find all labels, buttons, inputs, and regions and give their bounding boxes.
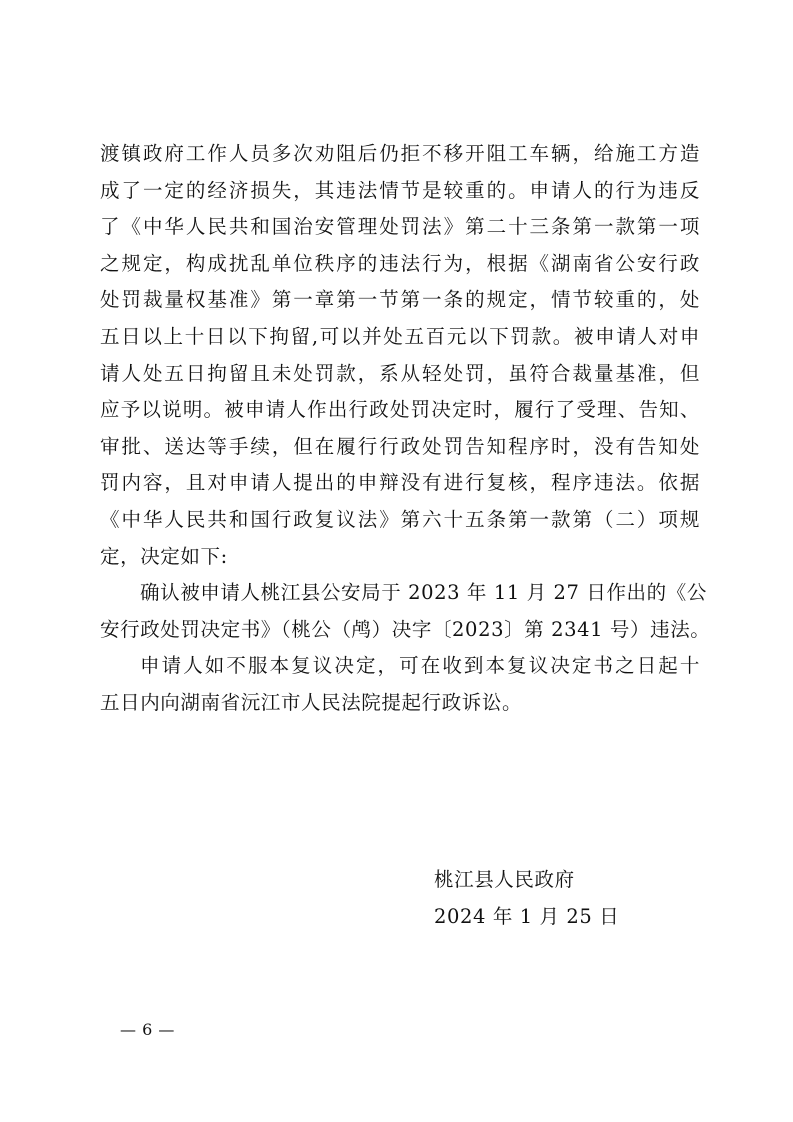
body-line: 罚内容，且对申请人提出的申辩没有进行复核，程序违法。依据	[100, 471, 700, 495]
issue-date: 2024 年 1 月 25 日	[434, 904, 620, 928]
page-number: — 6 —	[120, 1020, 175, 1039]
body-line: 《中华人民共和国行政复议法》第六十五条第一款第（二）项规	[100, 507, 700, 531]
document-body	[100, 136, 711, 722]
issuing-organization: 桃江县人民政府	[434, 868, 575, 891]
body-line: 安行政处罚决定书》（桃公（鸬）决字〔2023〕第 2341 号）违法。	[100, 617, 711, 641]
body-line: 处罚裁量权基准》第一章第一节第一条的规定，情节较重的，处	[100, 288, 700, 312]
body-line: 请人处五日拘留且未处罚款，系从轻处罚，虽符合裁量基准，但	[100, 361, 700, 385]
body-line: 五日内向湖南省沅江市人民法院提起行政诉讼。	[100, 690, 523, 714]
body-line: 了《中华人民共和国治安管理处罚法》第二十三条第一款第一项	[100, 215, 700, 239]
body-line: 审批、送达等手续，但在履行行政处罚告知程序时，没有告知处	[100, 434, 700, 458]
body-line: 应予以说明。被申请人作出行政处罚决定时，履行了受理、告知、	[100, 398, 700, 422]
body-line: 定，决定如下:	[100, 544, 228, 568]
body-line: 确认被申请人桃江县公安局于 2023 年 11 月 27 日作出的《公	[140, 581, 707, 605]
body-line: 之规定，构成扰乱单位秩序的违法行为，根据《湖南省公安行政	[100, 251, 700, 275]
body-line: 五日以上十日以下拘留,可以并处五百元以下罚款。被申请人对申	[100, 324, 700, 348]
body-line: 成了一定的经济损失，其违法情节是较重的。申请人的行为违反	[100, 178, 700, 202]
body-line: 渡镇政府工作人员多次劝阻后仍拒不移开阻工车辆，给施工方造	[100, 142, 700, 165]
signature-block	[434, 862, 619, 935]
body-line: 申请人如不服本复议决定，可在收到本复议决定书之日起十	[140, 654, 700, 678]
